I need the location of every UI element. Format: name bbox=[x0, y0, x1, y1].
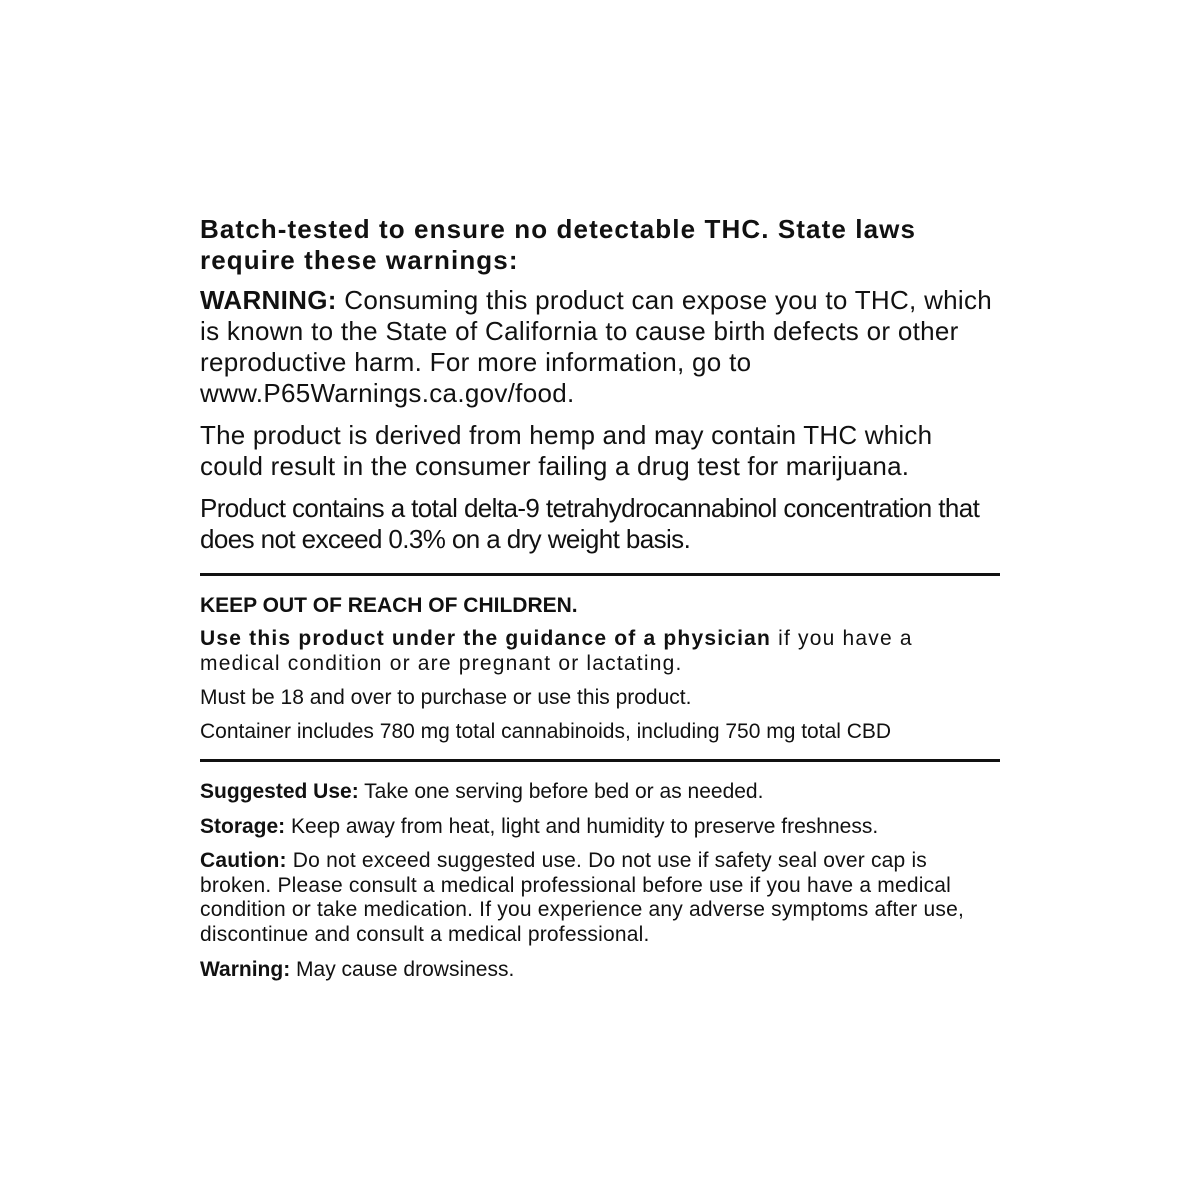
delta9-concentration-notice: Product contains a total delta-9 tetrahydrocannabinol concentration that does not exceed 0.3% on a dry weight basis. bbox=[200, 493, 980, 554]
caution-text: Do not exceed suggested use. Do not use if safety seal over cap is broken. Please consult a medical professional before use if you have a medical condition or take medication. If you experience any adverse symptoms after use, discontinue and consult a medical professional. bbox=[200, 849, 965, 946]
drowsiness-warning-lead: Warning: bbox=[200, 958, 291, 981]
suggested-use-lead: Suggested Use: bbox=[200, 780, 359, 803]
storage-lead: Storage: bbox=[200, 815, 286, 838]
keep-out-of-reach-heading: KEEP OUT OF REACH OF CHILDREN. bbox=[200, 594, 578, 617]
suggested-use bbox=[200, 779, 1000, 804]
drowsiness-warning-text: May cause drowsiness. bbox=[290, 958, 515, 981]
physician-guidance-lead: Use this product under the guidance of a physician bbox=[200, 627, 772, 650]
physician-guidance-text: if you have a medical condition or are pregnant or lactating. bbox=[200, 627, 913, 675]
storage-instructions bbox=[200, 814, 1000, 839]
drowsiness-warning bbox=[200, 957, 1000, 982]
cannabinoid-content-notice: Container includes 780 mg total cannabinoids, including 750 mg total CBD bbox=[200, 720, 892, 743]
prop65-warning bbox=[200, 285, 1000, 409]
suggested-use-text: Take one serving before bed or as needed. bbox=[358, 780, 764, 803]
physician-guidance-notice bbox=[200, 626, 1000, 676]
divider-bottom bbox=[200, 759, 1000, 762]
prop65-warning-lead: WARNING: bbox=[200, 285, 337, 315]
batch-tested-heading: Batch-tested to ensure no detectable THC. State laws require these warnings: bbox=[200, 214, 917, 275]
storage-text: Keep away from heat, light and humidity to preserve freshness. bbox=[285, 815, 879, 838]
caution-lead: Caution: bbox=[200, 849, 287, 872]
age-requirement-notice: Must be 18 and over to purchase or use this product. bbox=[200, 686, 692, 709]
hemp-thc-notice: The product is derived from hemp and may contain THC which could result in the consumer failing a drug test for marijuana. bbox=[200, 420, 933, 481]
caution-notice bbox=[200, 849, 1000, 947]
product-label bbox=[200, 214, 1000, 982]
prop65-warning-text: Consuming this product can expose you to THC, which is known to the State of California to cause birth defects or other reproductive harm. For more information, go to www.P65Warnings.ca.gov/food. bbox=[200, 285, 993, 408]
divider-top bbox=[200, 573, 1000, 576]
